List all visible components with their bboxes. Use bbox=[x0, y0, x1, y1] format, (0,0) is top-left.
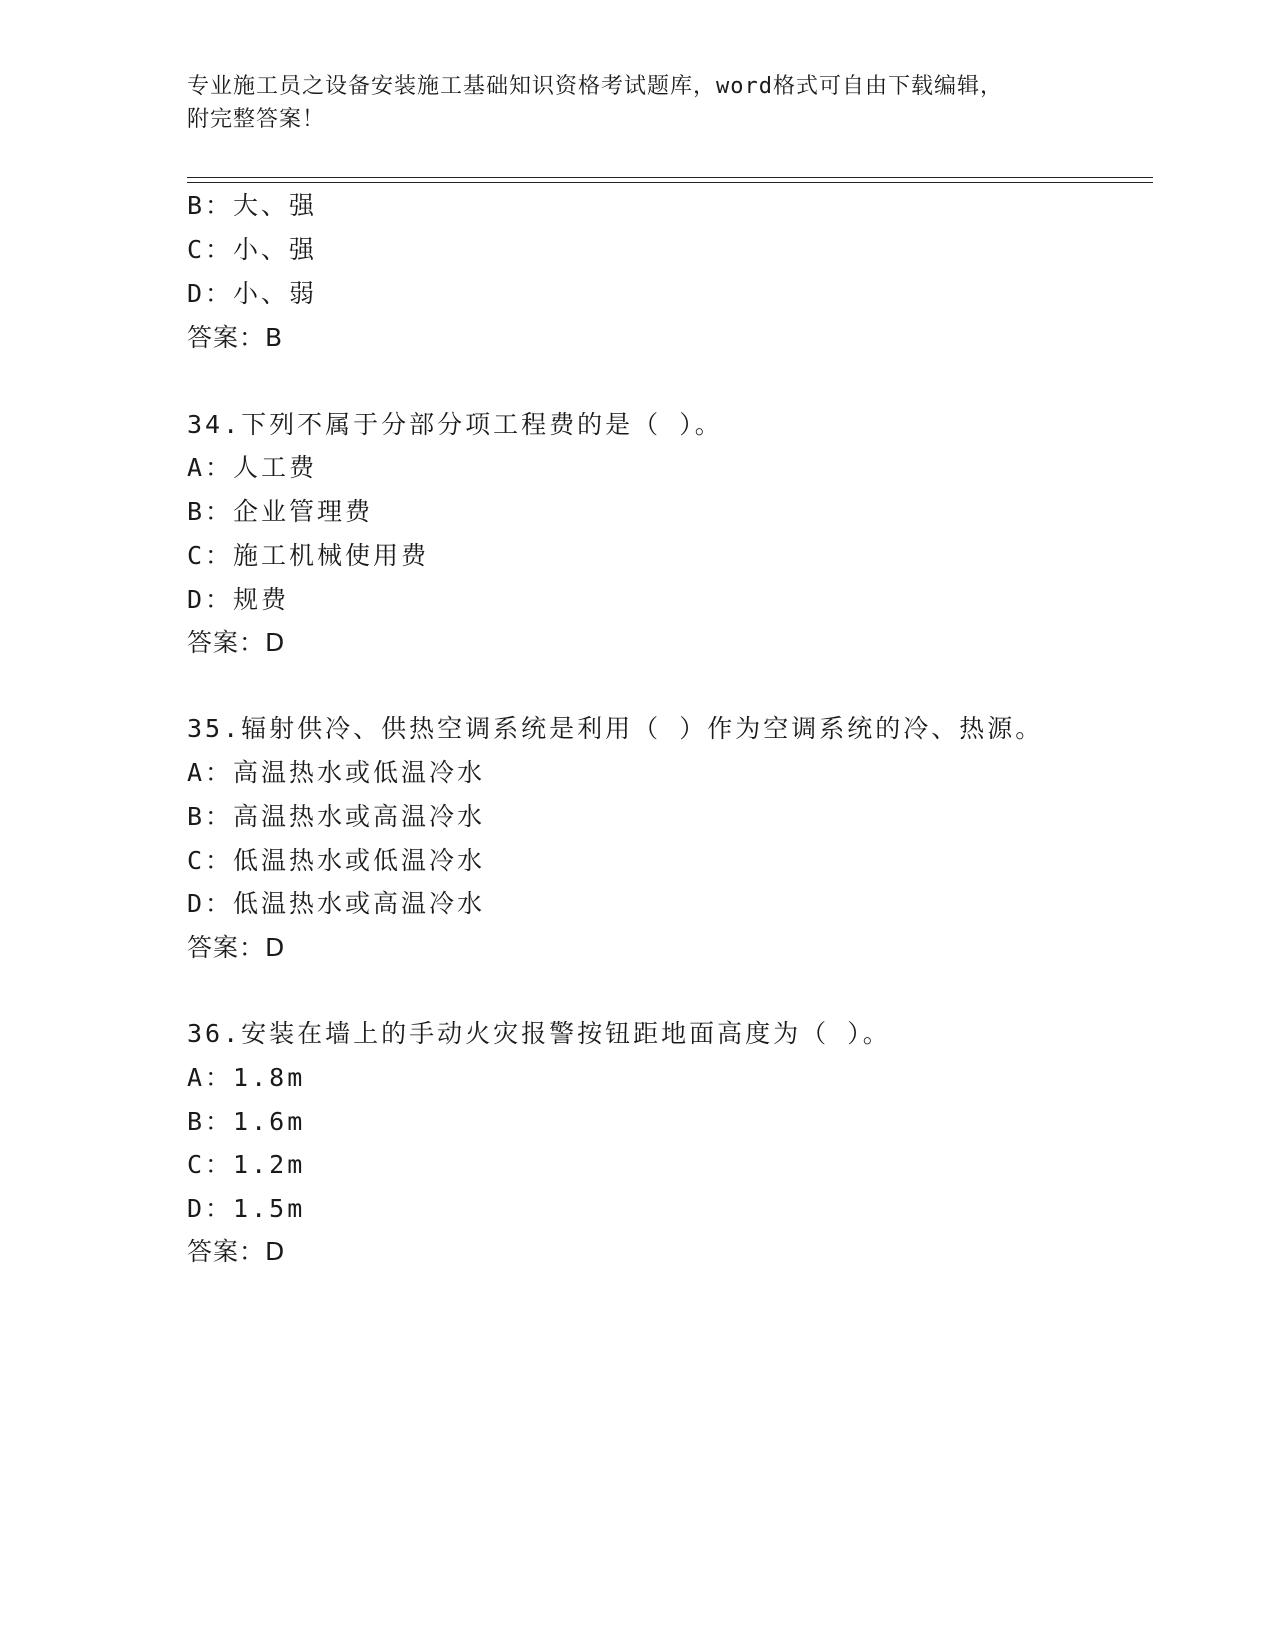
option-a: A：1.8m bbox=[187, 1063, 306, 1092]
header-title-line-2: 附完整答案！ bbox=[187, 107, 326, 132]
question-stem: 36.安装在墙上的手动火灾报警按钮距地面高度为（ ）。 bbox=[187, 1019, 891, 1048]
option-b: B：大、强 bbox=[187, 191, 318, 220]
answer-line: 答案：B bbox=[187, 323, 284, 352]
option-c: C：施工机械使用费 bbox=[187, 541, 430, 570]
answer-line: 答案：D bbox=[187, 933, 286, 962]
option-b: B：企业管理费 bbox=[187, 497, 374, 526]
option-c: C：小、强 bbox=[187, 235, 318, 264]
option-d: D：1.5m bbox=[187, 1194, 306, 1223]
option-c: C：1.2m bbox=[187, 1150, 306, 1179]
option-c: C：低温热水或低温冷水 bbox=[187, 846, 486, 875]
answer-line: 答案：D bbox=[187, 1237, 286, 1266]
header-divider-top bbox=[187, 177, 1153, 178]
option-d: D：规费 bbox=[187, 585, 290, 614]
document-header bbox=[187, 70, 1087, 136]
option-a: A：高温热水或低温冷水 bbox=[187, 758, 486, 787]
header-divider-bottom bbox=[187, 182, 1153, 183]
header-title-line-1: 专业施工员之设备安装施工基础知识资格考试题库，word格式可自由下载编辑， bbox=[187, 74, 1003, 99]
question-stem: 34.下列不属于分部分项工程费的是（ ）。 bbox=[187, 410, 723, 439]
option-b: B：高温热水或高温冷水 bbox=[187, 802, 486, 831]
option-d: D：小、弱 bbox=[187, 279, 318, 308]
answer-line: 答案：D bbox=[187, 628, 286, 657]
option-b: B：1.6m bbox=[187, 1107, 306, 1136]
option-d: D：低温热水或高温冷水 bbox=[187, 889, 486, 918]
question-stem: 35.辐射供冷、供热空调系统是利用（ ）作为空调系统的冷、热源。 bbox=[187, 714, 1044, 743]
option-a: A：人工费 bbox=[187, 453, 318, 482]
